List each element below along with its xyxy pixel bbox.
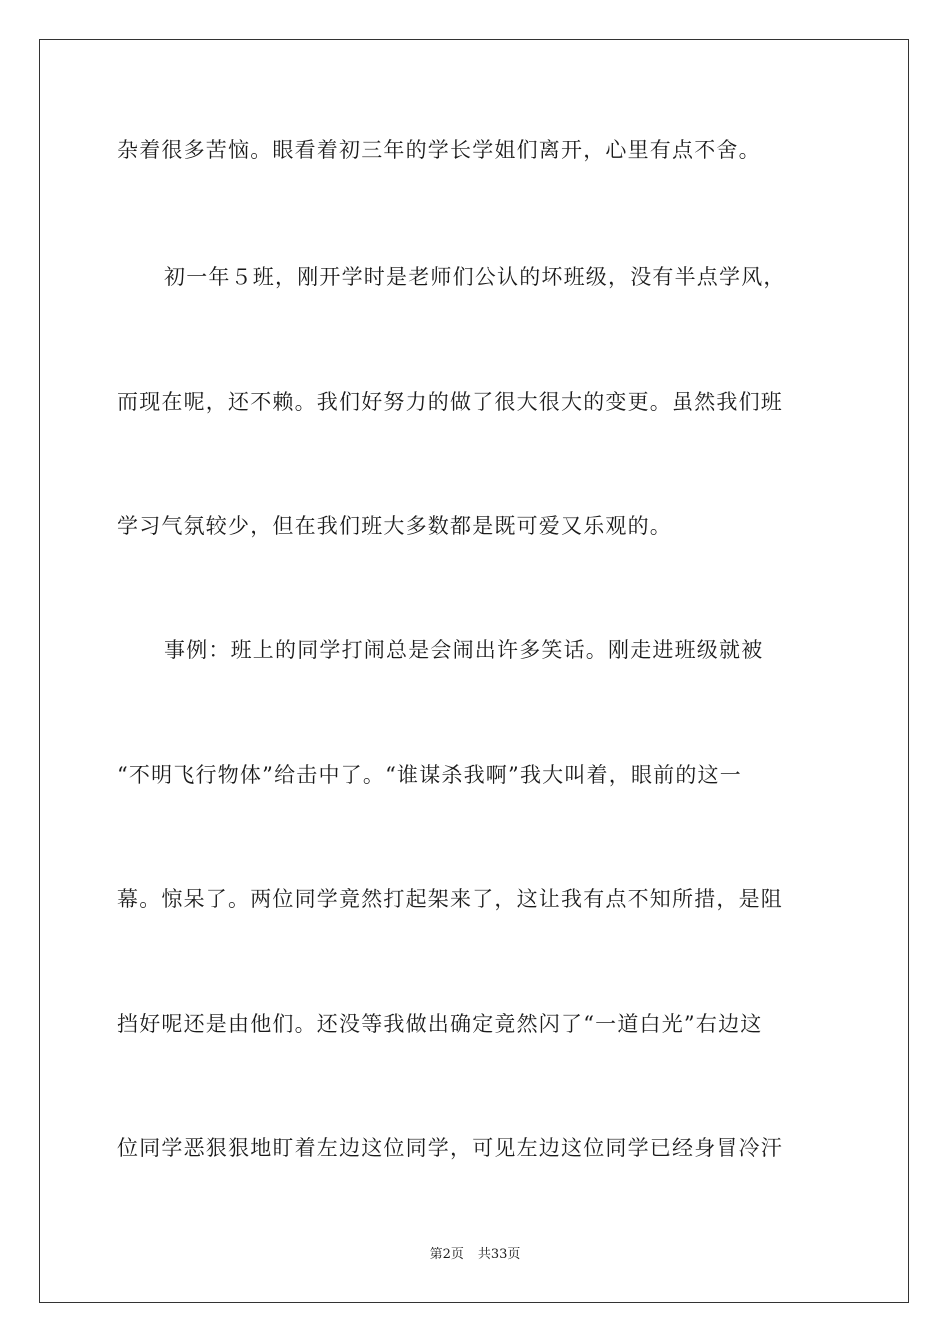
body-text-line: 挡好呢还是由他们。还没等我做出确定竟然闪了“一道白光”右边这: [117, 1012, 763, 1036]
page-frame: [39, 39, 909, 1303]
body-text-line: “不明飞行物体”给击中了。“谁谋杀我啊”我大叫着，眼前的这一: [117, 763, 742, 787]
page-number: 第2页: [429, 1247, 464, 1262]
page-total: 共33页: [477, 1247, 521, 1262]
body-text-line: 杂着很多苦恼。眼看着初三年的学长学姐们离开，心里有点不舍。: [117, 138, 761, 162]
body-text-line: 位同学恶狠狠地盯着左边这位同学，可见左边这位同学已经身冒冷汗: [117, 1136, 783, 1160]
body-text-line: 事例：班上的同学打闹总是会闹出许多笑话。刚走进班级就被: [164, 638, 764, 662]
body-text-line: 而现在呢，还不赖。我们好努力的做了很大很大的变更。虽然我们班: [117, 390, 783, 414]
page-footer: [0, 1246, 950, 1264]
body-text-line: 学习气氛较少，但在我们班大多数都是既可爱又乐观的。: [117, 514, 672, 538]
body-text-line: 初一年５班，刚开学时是老师们公认的坏班级，没有半点学风，: [164, 265, 786, 289]
body-text-line: 幕。惊呆了。两位同学竟然打起架来了，这让我有点不知所措，是阻: [117, 887, 783, 911]
